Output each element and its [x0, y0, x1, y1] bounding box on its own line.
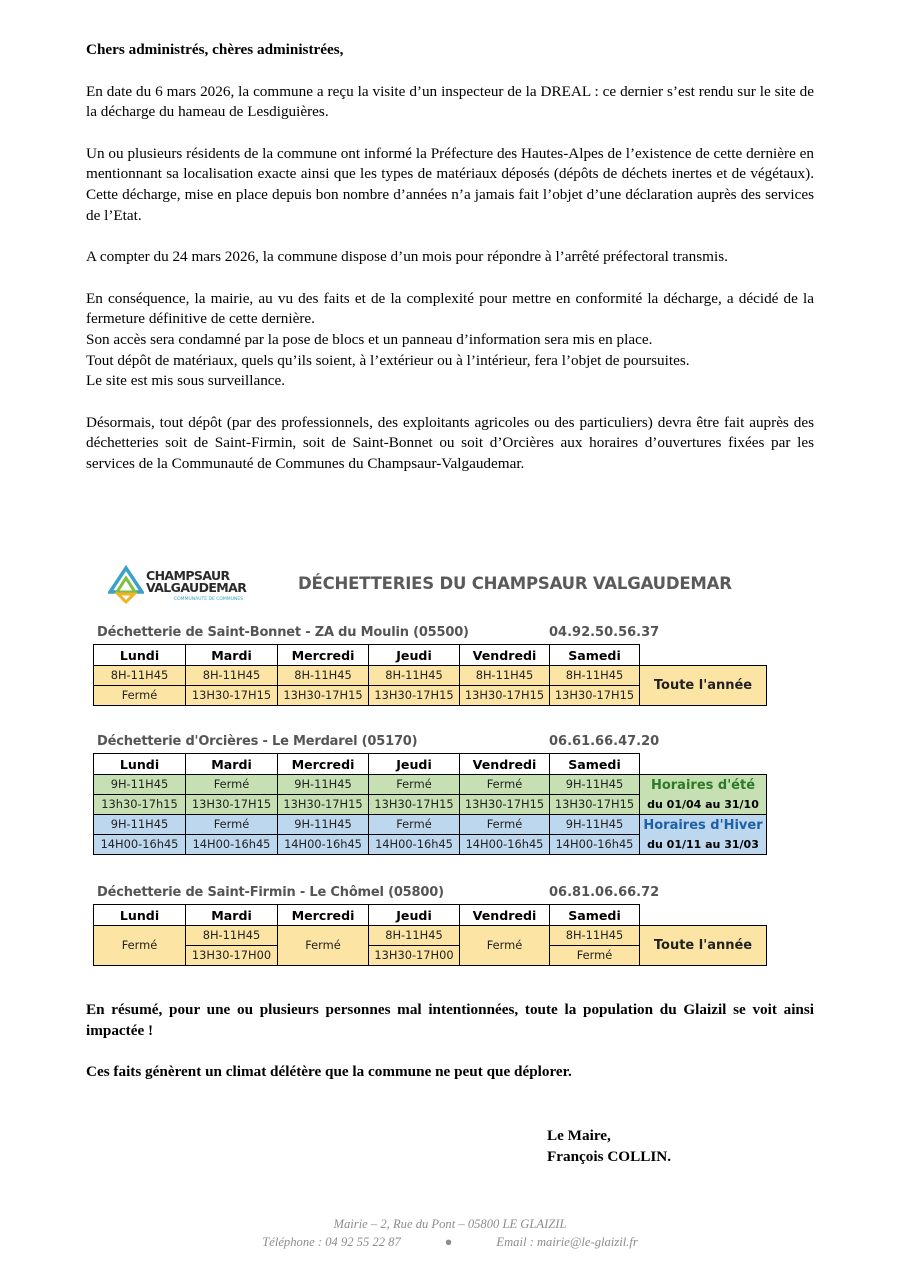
season-header — [640, 905, 767, 926]
afternoon-hours: 13h30-17h15 — [94, 795, 186, 815]
morning-hours: 9H-11H45 — [550, 815, 640, 835]
paragraph-prefecture: Un ou plusieurs résidents de la commune ont informé la Préfecture des Hautes-Alpes de l’existence de cette dernière en mentionnant sa localisation exacte ainsi que les types de matériaux déposés (dépôts de déchets inertes et de végétaux). Cette décharge, mise en place depuis bon nombre d’années n’a jamais fait l’objet d’une déclaration auprès des services de l’Etat. — [86, 144, 814, 224]
morning-hours: 9H-11H45 — [94, 815, 186, 835]
season-cell — [640, 775, 767, 815]
closure-line-2: Son accès sera condamné par la pose de blocs et un panneau d’information sera mis en place. — [86, 330, 653, 348]
hours-cell: Fermé — [94, 926, 186, 966]
footer-contact — [0, 1233, 900, 1251]
morning-hours: 9H-11H45 — [278, 775, 369, 795]
day-header: Mercredi — [278, 905, 369, 926]
day-header: Lundi — [94, 645, 186, 666]
day-header: Mardi — [186, 645, 278, 666]
morning-hours: 8H-11H45 — [369, 666, 460, 686]
mountain-logo-icon — [108, 564, 144, 604]
hours-cell: Fermé — [278, 926, 369, 966]
site-header — [93, 882, 767, 904]
day-header: Lundi — [94, 754, 186, 775]
greeting: Chers administrés, chères administrées, — [86, 41, 344, 58]
day-header: Vendredi — [460, 645, 550, 666]
season-header — [640, 645, 767, 666]
afternoon-hours: Fermé — [550, 946, 640, 966]
day-header: Mardi — [186, 905, 278, 926]
closure-line-1: En conséquence, la mairie, au vu des faits et de la complexité pour mettre en conformité la décharge, a décidé de la fermeture définitive de cette dernière. — [86, 289, 814, 328]
closing-summary: En résumé, pour une ou plusieurs personnes mal intentionnées, toute la population du Glaizil se voit ainsi impactée ! — [86, 1001, 814, 1039]
paragraph-waste-centres: Désormais, tout dépôt (par des professionnels, des exploitants agricoles ou des particuliers) devra être fait auprès des déchetteries soit de Saint-Firmin, soit de Saint-Bonnet ou soit d’Orcières aux horaires d’ouvertures fixées par les services de la Communauté de Communes du Champsaur-Valgaudemar. — [86, 413, 814, 472]
season-label: Horaires d'été — [650, 777, 756, 793]
day-header: Lundi — [94, 905, 186, 926]
morning-hours: 9H-11H45 — [550, 775, 640, 795]
morning-hours: 8H-11H45 — [460, 666, 550, 686]
site-name: Déchetterie de Saint-Bonnet - ZA du Moulin (05500) — [97, 625, 469, 640]
season-cell: Toute l'année — [640, 666, 767, 706]
signature — [547, 1126, 671, 1167]
day-header: Vendredi — [460, 905, 550, 926]
afternoon-hours: 13H30-17H15 — [186, 686, 278, 706]
afternoon-hours: 13H30-17H15 — [186, 795, 278, 815]
paragraph-deadline: A compter du 24 mars 2026, la commune dispose d’un mois pour répondre à l’arrêté préfectoral transmis. — [86, 248, 728, 266]
morning-hours: Fermé — [186, 815, 278, 835]
afternoon-hours: 13H30-17H15 — [550, 795, 640, 815]
afternoon-hours: 13H30-17H15 — [369, 686, 460, 706]
afternoon-hours: 14H00-16h45 — [369, 835, 460, 855]
logo-subtitle: COMMUNAUTÉ DE COMMUNES — [174, 597, 244, 602]
site-name: Déchetterie de Saint-Firmin - Le Chômel (05800) — [97, 885, 444, 900]
season-header — [640, 754, 767, 775]
season-label: Horaires d'Hiver — [643, 817, 763, 833]
site-block — [93, 882, 767, 966]
morning-hours: 8H-11H45 — [550, 926, 640, 946]
day-header: Jeudi — [369, 905, 460, 926]
site-block — [93, 622, 767, 706]
afternoon-hours: 13H30-17H15 — [460, 686, 550, 706]
closure-line-3: Tout dépôt de matériaux, quels qu’ils soient, à l’extérieur ou à l’intérieur, fera l’objet de poursuites. — [86, 351, 690, 369]
schedule-table — [93, 644, 767, 706]
letter-body — [86, 40, 814, 496]
closing-regret: Ces faits génèrent un climat délétère que la commune ne peut que déplorer. — [86, 1063, 572, 1081]
site-header — [93, 622, 767, 644]
morning-hours: 9H-11H45 — [94, 775, 186, 795]
afternoon-hours: 13H30-17H15 — [278, 795, 369, 815]
site-phone: 06.81.06.66.72 — [549, 885, 660, 900]
logo-line-1: CHAMPSAUR — [146, 568, 230, 583]
day-header: Vendredi — [460, 754, 550, 775]
afternoon-hours: 13H30-17H15 — [278, 686, 369, 706]
afternoon-hours: 14H00-16h45 — [550, 835, 640, 855]
footer-phone: Téléphone : 04 92 55 22 87 — [262, 1235, 401, 1249]
morning-hours: 8H-11H45 — [186, 666, 278, 686]
morning-hours: 8H-11H45 — [94, 666, 186, 686]
day-header: Samedi — [550, 645, 640, 666]
site-phone: 06.61.66.47.20 — [549, 734, 660, 749]
champsaur-logo — [108, 564, 258, 604]
day-header: Samedi — [550, 754, 640, 775]
schedule-table — [93, 904, 767, 966]
site-name: Déchetterie d'Orcières - Le Merdarel (05170) — [97, 734, 418, 749]
site-block — [93, 731, 767, 855]
day-header: Mardi — [186, 754, 278, 775]
morning-hours: 8H-11H45 — [550, 666, 640, 686]
season-cell — [640, 815, 767, 855]
footer — [0, 1215, 900, 1251]
bullet-icon: ● — [444, 1235, 453, 1249]
signature-role: Le Maire, — [547, 1127, 611, 1144]
closure-line-4: Le site est mis sous surveillance. — [86, 372, 286, 390]
afternoon-hours: 14H00-16h45 — [94, 835, 186, 855]
logo-wordmark — [146, 570, 246, 594]
season-period: du 01/11 au 31/03 — [647, 837, 759, 851]
morning-hours: 9H-11H45 — [278, 815, 369, 835]
site-header — [93, 731, 767, 753]
season-period: du 01/04 au 31/10 — [647, 797, 759, 811]
afternoon-hours: 13H30-17H15 — [550, 686, 640, 706]
paragraph-dreal-visit: En date du 6 mars 2026, la commune a reçu la visite d’un inspecteur de la DREAL : ce dernier s’est rendu sur le site de la décharge du hameau de Lesdiguières. — [86, 82, 814, 121]
footer-address: Mairie – 2, Rue du Pont – 05800 LE GLAIZIL — [333, 1217, 567, 1231]
afternoon-hours: 13H30-17H00 — [186, 946, 278, 966]
paragraph-closure — [86, 289, 814, 392]
afternoon-hours: 13H30-17H15 — [369, 795, 460, 815]
morning-hours: 8H-11H45 — [278, 666, 369, 686]
afternoon-hours: 14H00-16h45 — [186, 835, 278, 855]
morning-hours: 8H-11H45 — [369, 926, 460, 946]
afternoon-hours: 13H30-17H15 — [460, 795, 550, 815]
day-header: Samedi — [550, 905, 640, 926]
season-cell: Toute l'année — [640, 926, 767, 966]
morning-hours: Fermé — [186, 775, 278, 795]
day-header: Jeudi — [369, 754, 460, 775]
day-header: Mercredi — [278, 754, 369, 775]
footer-email: Email : mairie@le-glaizil.fr — [496, 1235, 638, 1249]
morning-hours: 8H-11H45 — [186, 926, 278, 946]
hours-cell: Fermé — [460, 926, 550, 966]
morning-hours: Fermé — [460, 815, 550, 835]
day-header: Jeudi — [369, 645, 460, 666]
schedule-title: DÉCHETTERIES DU CHAMPSAUR VALGAUDEMAR — [298, 574, 732, 593]
day-header: Mercredi — [278, 645, 369, 666]
afternoon-hours: Fermé — [94, 686, 186, 706]
schedule-table — [93, 753, 767, 855]
closing-text — [86, 1000, 814, 1083]
morning-hours: Fermé — [369, 815, 460, 835]
morning-hours: Fermé — [460, 775, 550, 795]
morning-hours: Fermé — [369, 775, 460, 795]
site-phone: 04.92.50.56.37 — [549, 625, 660, 640]
logo-line-2: VALGAUDEMAR — [146, 580, 247, 595]
afternoon-hours: 14H00-16h45 — [460, 835, 550, 855]
afternoon-hours: 14H00-16h45 — [278, 835, 369, 855]
signature-name: François COLLIN. — [547, 1147, 672, 1165]
afternoon-hours: 13H30-17H00 — [369, 946, 460, 966]
